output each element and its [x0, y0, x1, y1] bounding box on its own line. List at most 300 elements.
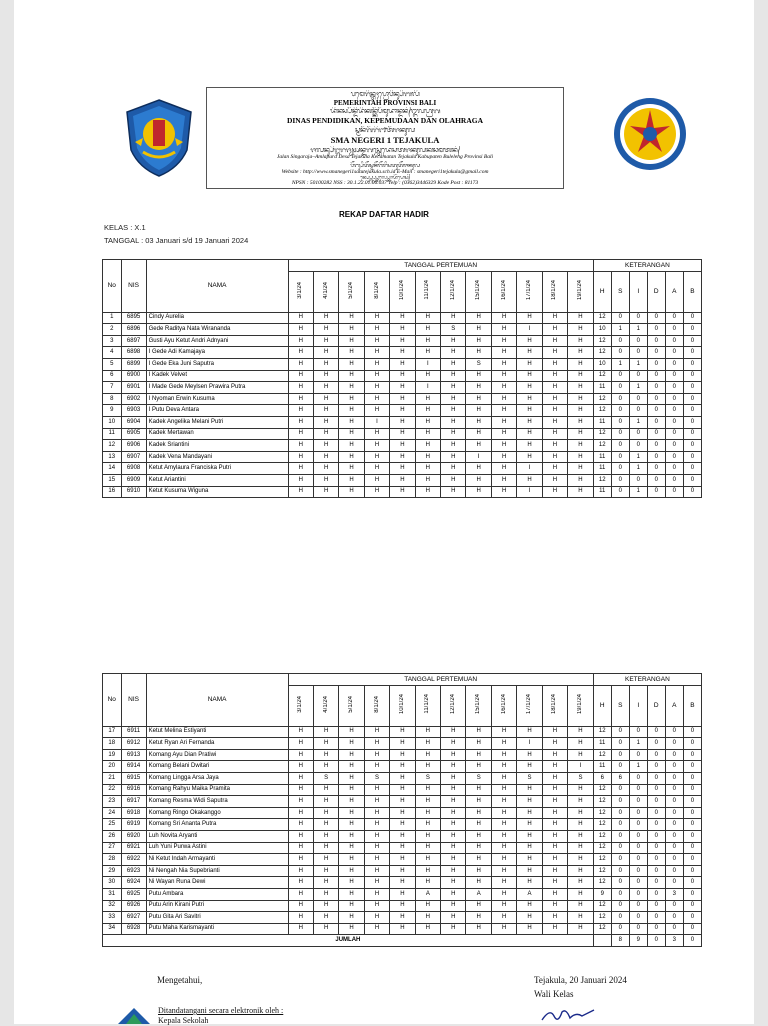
- attendance-mark: H: [517, 370, 542, 382]
- date-label: 4/1/24: [322, 695, 329, 713]
- row-number: 7: [103, 382, 122, 394]
- attendance-mark: H: [542, 854, 567, 866]
- attendance-mark: H: [568, 474, 594, 486]
- attendance-mark: H: [517, 923, 542, 935]
- attendance-mark: H: [491, 796, 516, 808]
- status-count: 6: [611, 772, 629, 784]
- attendance-mark: H: [364, 440, 389, 452]
- status-count: 0: [683, 463, 701, 475]
- status-count: 12: [593, 405, 611, 417]
- date-label: 11/1/24: [424, 694, 431, 714]
- date-column-header: [415, 271, 440, 312]
- attendance-mark: H: [542, 335, 567, 347]
- attendance-mark: H: [415, 877, 440, 889]
- attendance-mark: H: [288, 865, 313, 877]
- balinese-script-line: ᬤᬶᬦᬲ᭄ᬧᭂᬦ᭄ᬤᬶᬤᬶᬓᬦ᭄ᬓᭂᬧᭂᬫᬸᬤᬵᬦ᭄ᬤᬦ᭄ᬑᬮᬳ᭄ᬭᬕ: [329, 107, 441, 115]
- student-nis: 6904: [121, 416, 146, 428]
- attendance-mark: H: [568, 749, 594, 761]
- student-name: Ketut Melina Estiyanti: [146, 726, 288, 738]
- student-row: [103, 854, 702, 866]
- status-count: 0: [647, 726, 665, 738]
- attendance-mark: H: [491, 428, 516, 440]
- attendance-mark: H: [288, 819, 313, 831]
- attendance-mark: H: [441, 877, 466, 889]
- attendance-mark: H: [517, 854, 542, 866]
- date-column-header: [517, 271, 542, 312]
- status-count: 12: [593, 923, 611, 935]
- student-row: [103, 807, 702, 819]
- date-column-header: [491, 271, 516, 312]
- student-row: [103, 405, 702, 417]
- attendance-mark: H: [313, 347, 338, 359]
- attendance-mark: H: [390, 428, 415, 440]
- attendance-mark: H: [542, 749, 567, 761]
- attendance-mark: H: [568, 393, 594, 405]
- attendance-mark: H: [288, 830, 313, 842]
- attendance-mark: H: [390, 784, 415, 796]
- attendance-mark: H: [390, 761, 415, 773]
- status-count: 1: [629, 382, 647, 394]
- attendance-mark: H: [313, 393, 338, 405]
- attendance-mark: H: [415, 900, 440, 912]
- col-header-nama: NAMA: [146, 260, 288, 313]
- attendance-mark: H: [313, 854, 338, 866]
- attendance-mark: H: [517, 428, 542, 440]
- col-header-tanggal-pertemuan: TANGGAL PERTEMUAN: [288, 260, 593, 272]
- attendance-mark: H: [466, 440, 491, 452]
- student-row: [103, 451, 702, 463]
- attendance-mark: S: [568, 772, 594, 784]
- date-column-header: [364, 271, 389, 312]
- attendance-mark: H: [441, 842, 466, 854]
- attendance-mark: H: [390, 382, 415, 394]
- status-count: 0: [665, 474, 683, 486]
- date-label: 10/1/24: [398, 694, 405, 715]
- attendance-mark: S: [441, 324, 466, 336]
- attendance-mark: H: [364, 842, 389, 854]
- status-column-header-h: H: [593, 271, 611, 312]
- attendance-mark: H: [517, 900, 542, 912]
- date-column-header: [568, 271, 594, 312]
- attendance-mark: H: [364, 486, 389, 498]
- status-count: 1: [611, 358, 629, 370]
- date-column-header: [466, 271, 491, 312]
- attendance-mark: H: [339, 726, 364, 738]
- attendance-mark: H: [441, 923, 466, 935]
- date-label: 10/1/24: [398, 280, 405, 301]
- student-row: [103, 900, 702, 912]
- attendance-mark: H: [415, 726, 440, 738]
- col-header-keterangan: KETERANGAN: [593, 260, 701, 272]
- status-count: 0: [647, 428, 665, 440]
- balinese-script-line: ᬧᬫᬾᬭᬶᬦ᭄ᬢᬄᬧ᭄ᬭᭀᬯᬶᬦ᭄ᬲᬶᬩᬮᬶ: [350, 90, 420, 98]
- attendance-mark: H: [313, 474, 338, 486]
- attendance-mark: H: [313, 749, 338, 761]
- student-row: [103, 382, 702, 394]
- attendance-mark: H: [390, 900, 415, 912]
- attendance-mark: H: [491, 749, 516, 761]
- attendance-mark: H: [491, 347, 516, 359]
- status-count: 0: [683, 865, 701, 877]
- status-count: 0: [647, 405, 665, 417]
- attendance-mark: H: [390, 877, 415, 889]
- status-count: 12: [593, 474, 611, 486]
- date-column-header: [441, 271, 466, 312]
- student-row: [103, 428, 702, 440]
- status-count: 0: [629, 888, 647, 900]
- status-count: 0: [665, 923, 683, 935]
- date-label: 3/1/24: [297, 281, 304, 299]
- attendance-mark: H: [491, 474, 516, 486]
- row-number: 4: [103, 347, 122, 359]
- attendance-mark: H: [491, 854, 516, 866]
- status-count: 0: [647, 335, 665, 347]
- student-name: Putu Gita Ari Savitri: [146, 912, 288, 924]
- row-number: 23: [103, 796, 122, 808]
- attendance-mark: H: [491, 405, 516, 417]
- attendance-mark: H: [390, 819, 415, 831]
- attendance-mark: H: [466, 726, 491, 738]
- row-number: 16: [103, 486, 122, 498]
- date-label: 5/1/24: [348, 281, 355, 299]
- attendance-mark: H: [542, 865, 567, 877]
- attendance-mark: H: [390, 912, 415, 924]
- attendance-mark: H: [313, 830, 338, 842]
- attendance-mark: H: [313, 888, 338, 900]
- attendance-mark: H: [441, 796, 466, 808]
- status-count: 0: [665, 393, 683, 405]
- attendance-mark: H: [364, 900, 389, 912]
- attendance-mark: H: [542, 830, 567, 842]
- attendance-mark: H: [517, 440, 542, 452]
- attendance-mark: H: [313, 819, 338, 831]
- status-count: 0: [647, 877, 665, 889]
- attendance-mark: H: [542, 405, 567, 417]
- status-column-header-i: I: [629, 271, 647, 312]
- date-column-header: [390, 685, 415, 726]
- attendance-mark: H: [390, 923, 415, 935]
- attendance-mark: H: [568, 416, 594, 428]
- attendance-mark: H: [441, 405, 466, 417]
- row-number: 8: [103, 393, 122, 405]
- status-column-header-a: A: [665, 685, 683, 726]
- status-count: 0: [629, 726, 647, 738]
- attendance-mark: H: [364, 463, 389, 475]
- status-count: 0: [629, 474, 647, 486]
- student-nis: 6899: [121, 358, 146, 370]
- student-name: Kadek Vena Mandayani: [146, 451, 288, 463]
- row-number: 18: [103, 738, 122, 750]
- attendance-mark: H: [288, 416, 313, 428]
- attendance-mark: H: [313, 335, 338, 347]
- row-number: 32: [103, 900, 122, 912]
- attendance-mark: H: [339, 428, 364, 440]
- attendance-mark: H: [288, 451, 313, 463]
- attendance-mark: H: [542, 370, 567, 382]
- status-count: 0: [611, 393, 629, 405]
- attendance-mark: H: [339, 819, 364, 831]
- status-count: 0: [683, 819, 701, 831]
- header-line-address: Jalan Singaraja–Amlapura Desa Tejakula Kecamatan Tejakula Kabupaten Buleleng Provinsi Bali: [276, 154, 494, 160]
- attendance-mark: H: [339, 416, 364, 428]
- student-nis: 6924: [121, 877, 146, 889]
- status-count: 0: [683, 830, 701, 842]
- attendance-mark: H: [364, 877, 389, 889]
- status-count: 0: [611, 405, 629, 417]
- attendance-mark: H: [313, 912, 338, 924]
- attendance-mark: H: [491, 807, 516, 819]
- attendance-mark: H: [390, 312, 415, 324]
- status-count: 0: [629, 784, 647, 796]
- date-column-header: [491, 685, 516, 726]
- date-label: 18/1/24: [551, 280, 558, 301]
- status-count: 0: [629, 405, 647, 417]
- status-count: 0: [647, 382, 665, 394]
- attendance-mark: H: [364, 474, 389, 486]
- status-count: 0: [683, 842, 701, 854]
- row-number: 15: [103, 474, 122, 486]
- attendance-mark: H: [313, 761, 338, 773]
- student-name: Ni Ketut Indah Armayanti: [146, 854, 288, 866]
- document-page: [14, 0, 754, 1024]
- status-count: 0: [665, 428, 683, 440]
- attendance-mark: H: [288, 784, 313, 796]
- attendance-mark: H: [491, 358, 516, 370]
- attendance-mark: H: [466, 830, 491, 842]
- attendance-mark: H: [517, 842, 542, 854]
- status-count: 0: [611, 486, 629, 498]
- student-nis: 6901: [121, 382, 146, 394]
- attendance-mark: H: [568, 900, 594, 912]
- attendance-mark: H: [390, 830, 415, 842]
- status-count: 0: [647, 312, 665, 324]
- row-number: 21: [103, 772, 122, 784]
- status-count: 0: [683, 440, 701, 452]
- attendance-mark: H: [364, 796, 389, 808]
- balinese-script-line: ᬚᬮᬦ᭄ᬲᬶᬗ᭄ᬕᬭᬚ᭄ᬬᬅᬦ᭄ᬤᬕᬲ᭄ᬢᬾᬤᬾᬲᬢᬚᬓᬸᬮᬓᬘᬫᬢᬦ᭄: [310, 146, 460, 154]
- attendance-mark: I: [517, 486, 542, 498]
- total-count: 0: [683, 935, 701, 947]
- status-count: 0: [629, 819, 647, 831]
- row-number: 2: [103, 324, 122, 336]
- attendance-mark: H: [288, 842, 313, 854]
- attendance-mark: H: [313, 312, 338, 324]
- attendance-mark: H: [491, 923, 516, 935]
- status-count: 0: [611, 888, 629, 900]
- status-count: 0: [611, 796, 629, 808]
- attendance-mark: H: [542, 888, 567, 900]
- attendance-mark: H: [466, 796, 491, 808]
- attendance-mark: H: [466, 335, 491, 347]
- attendance-mark: H: [339, 923, 364, 935]
- attendance-mark: I: [415, 358, 440, 370]
- attendance-mark: H: [415, 796, 440, 808]
- student-row: [103, 865, 702, 877]
- status-count: 0: [665, 726, 683, 738]
- attendance-mark: H: [313, 463, 338, 475]
- attendance-mark: H: [364, 738, 389, 750]
- attendance-mark: H: [390, 393, 415, 405]
- attendance-mark: H: [313, 877, 338, 889]
- attendance-mark: H: [415, 738, 440, 750]
- attendance-mark: H: [542, 347, 567, 359]
- status-count: 0: [629, 796, 647, 808]
- attendance-mark: H: [415, 451, 440, 463]
- attendance-mark: H: [441, 486, 466, 498]
- attendance-mark: H: [339, 451, 364, 463]
- attendance-mark: I: [466, 451, 491, 463]
- attendance-mark: H: [288, 912, 313, 924]
- attendance-mark: H: [339, 382, 364, 394]
- attendance-mark: H: [568, 888, 594, 900]
- status-count: 0: [665, 358, 683, 370]
- attendance-mark: H: [542, 877, 567, 889]
- attendance-mark: H: [415, 405, 440, 417]
- status-count: 0: [665, 451, 683, 463]
- attendance-mark: H: [364, 923, 389, 935]
- status-count: 0: [683, 761, 701, 773]
- row-number: 6: [103, 370, 122, 382]
- status-count: 0: [611, 738, 629, 750]
- status-column-header-s: S: [611, 685, 629, 726]
- attendance-mark: H: [441, 312, 466, 324]
- attendance-mark: H: [466, 382, 491, 394]
- student-nis: 6908: [121, 463, 146, 475]
- row-number: 12: [103, 440, 122, 452]
- student-row: [103, 877, 702, 889]
- status-count: 12: [593, 440, 611, 452]
- student-nis: 6905: [121, 428, 146, 440]
- attendance-mark: H: [568, 923, 594, 935]
- status-count: 0: [647, 854, 665, 866]
- status-count: 0: [683, 726, 701, 738]
- attendance-mark: H: [441, 865, 466, 877]
- date-column-header: [390, 271, 415, 312]
- date-column-header: [415, 685, 440, 726]
- date-label: 11/1/24: [424, 280, 431, 300]
- attendance-mark: H: [491, 865, 516, 877]
- balinese-script-line: ᬲ᭄ᬫᬦᭂᬕᭂᬭᬶ᭑ᬢᭂᬚᬓᬸᬮ: [355, 126, 415, 134]
- attendance-mark: H: [288, 877, 313, 889]
- date-column-header: [288, 685, 313, 726]
- student-row: [103, 347, 702, 359]
- attendance-mark: H: [390, 474, 415, 486]
- student-nis: 6914: [121, 761, 146, 773]
- status-count: 0: [611, 842, 629, 854]
- letterhead: [14, 82, 754, 192]
- total-row: [103, 935, 702, 947]
- attendance-mark: H: [415, 923, 440, 935]
- status-count: 0: [611, 474, 629, 486]
- status-count: 0: [629, 842, 647, 854]
- attendance-mark: H: [313, 807, 338, 819]
- status-count: 0: [647, 784, 665, 796]
- attendance-mark: H: [339, 486, 364, 498]
- date-column-header: [517, 685, 542, 726]
- attendance-mark: H: [491, 772, 516, 784]
- status-count: 0: [611, 900, 629, 912]
- row-number: 31: [103, 888, 122, 900]
- attendance-mark: H: [364, 370, 389, 382]
- attendance-mark: H: [313, 842, 338, 854]
- attendance-mark: H: [313, 796, 338, 808]
- status-count: 3: [665, 888, 683, 900]
- student-nis: 6911: [121, 726, 146, 738]
- attendance-mark: H: [517, 335, 542, 347]
- attendance-mark: H: [542, 382, 567, 394]
- status-count: 12: [593, 784, 611, 796]
- attendance-mark: H: [313, 451, 338, 463]
- date-label: 15/1/24: [475, 280, 482, 301]
- status-count: 0: [629, 335, 647, 347]
- attendance-mark: H: [364, 726, 389, 738]
- status-count: 12: [593, 796, 611, 808]
- student-row: [103, 486, 702, 498]
- status-count: 0: [629, 772, 647, 784]
- attendance-mark: H: [568, 312, 594, 324]
- header-row: [103, 260, 702, 272]
- attendance-mark: H: [313, 726, 338, 738]
- total-spacer: [593, 935, 611, 947]
- status-count: 0: [683, 382, 701, 394]
- bali-province-emblem-icon: [121, 98, 197, 178]
- attendance-mark: H: [364, 784, 389, 796]
- attendance-mark: H: [466, 463, 491, 475]
- attendance-mark: H: [542, 912, 567, 924]
- status-count: 0: [683, 749, 701, 761]
- attendance-mark: H: [466, 912, 491, 924]
- student-nis: 6910: [121, 486, 146, 498]
- status-count: 0: [629, 865, 647, 877]
- attendance-mark: H: [568, 486, 594, 498]
- class-label: KELAS : X.1: [104, 223, 146, 232]
- student-row: [103, 888, 702, 900]
- status-count: 0: [683, 347, 701, 359]
- row-number: 22: [103, 784, 122, 796]
- row-number: 25: [103, 819, 122, 831]
- student-name: Komang Rahyu Maika Pramita: [146, 784, 288, 796]
- attendance-mark: H: [466, 761, 491, 773]
- attendance-mark: H: [466, 486, 491, 498]
- attendance-mark: H: [313, 358, 338, 370]
- status-count: 0: [611, 370, 629, 382]
- attendance-mark: H: [339, 912, 364, 924]
- attendance-mark: H: [441, 358, 466, 370]
- student-row: [103, 819, 702, 831]
- attendance-mark: H: [415, 486, 440, 498]
- attendance-mark: H: [313, 416, 338, 428]
- attendance-mark: H: [288, 900, 313, 912]
- student-nis: 6919: [121, 819, 146, 831]
- status-count: 0: [629, 312, 647, 324]
- status-count: 0: [647, 865, 665, 877]
- student-name: Kadek Sriantini: [146, 440, 288, 452]
- attendance-mark: H: [288, 393, 313, 405]
- attendance-mark: H: [491, 463, 516, 475]
- status-count: 0: [647, 474, 665, 486]
- attendance-mark: H: [517, 347, 542, 359]
- attendance-mark: H: [339, 440, 364, 452]
- attendance-mark: H: [441, 854, 466, 866]
- attendance-mark: H: [441, 428, 466, 440]
- student-nis: 6922: [121, 854, 146, 866]
- attendance-mark: H: [568, 912, 594, 924]
- attendance-mark: H: [441, 474, 466, 486]
- attendance-mark: H: [568, 370, 594, 382]
- attendance-mark: H: [415, 865, 440, 877]
- row-number: 9: [103, 405, 122, 417]
- row-number: 30: [103, 877, 122, 889]
